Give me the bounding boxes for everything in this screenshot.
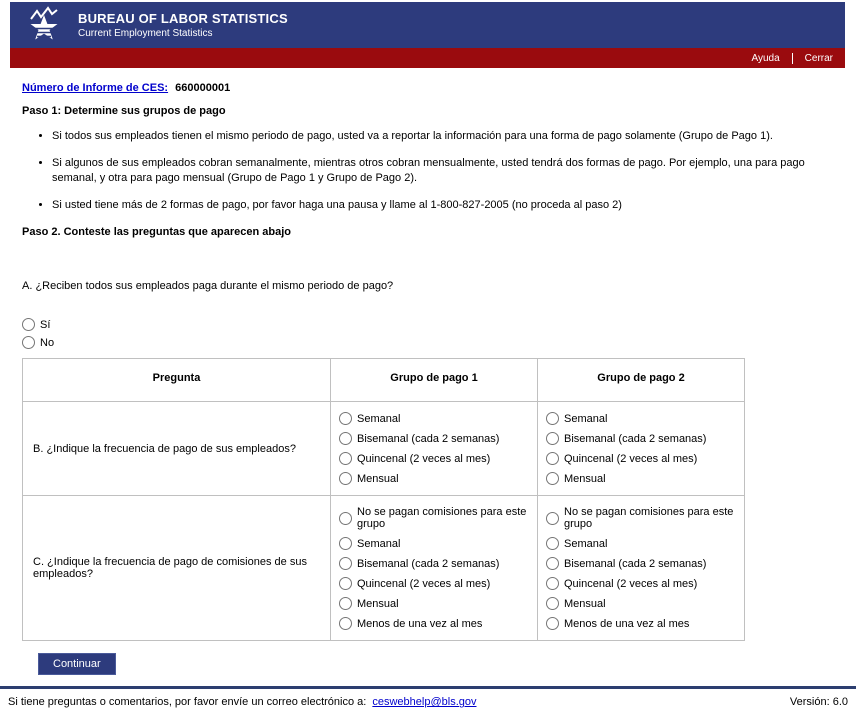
radio-option[interactable] <box>339 537 531 550</box>
report-number-link[interactable]: Número de Informe de CES: <box>22 82 169 94</box>
radio-label[interactable]: Semanal <box>357 412 401 425</box>
app-subtitle: Current Employment Statistics <box>78 28 213 39</box>
radio-option[interactable] <box>546 577 738 590</box>
g2-b-semanal-radio[interactable] <box>546 412 559 425</box>
radio-label[interactable]: Bisemanal (cada 2 semanas) <box>357 557 500 570</box>
radio-label[interactable]: Quincenal (2 veces al mes) <box>564 577 698 590</box>
table-row-question-c <box>23 496 745 641</box>
g1-b-mensual-radio[interactable] <box>339 472 352 485</box>
radio-option[interactable] <box>546 537 738 550</box>
g2-b-mensual-radio[interactable] <box>546 472 559 485</box>
g2-c-semanal-radio[interactable] <box>546 537 559 550</box>
column-header-grupo1: Grupo de pago 1 <box>331 359 538 402</box>
g1-c-mensual-radio[interactable] <box>339 597 352 610</box>
radio-option[interactable] <box>339 617 531 630</box>
g2-c-bisemanal-radio[interactable] <box>546 557 559 570</box>
report-line <box>22 82 833 94</box>
question-b-group1-options <box>331 402 538 496</box>
g2-b-bisemanal-radio[interactable] <box>546 432 559 445</box>
masthead-text <box>78 11 288 39</box>
radio-option[interactable] <box>339 432 531 445</box>
footer-email-link[interactable]: ceswebhelp@bls.gov <box>372 696 477 708</box>
app-title: BUREAU OF LABOR STATISTICS <box>78 11 288 26</box>
radio-option[interactable] <box>339 557 531 570</box>
g2-c-menos-radio[interactable] <box>546 617 559 630</box>
radio-label[interactable]: Bisemanal (cada 2 semanas) <box>357 432 500 445</box>
paso1-bullet-list <box>52 129 833 212</box>
radio-option[interactable] <box>546 597 738 610</box>
g1-c-no-comisiones-radio[interactable] <box>339 512 352 525</box>
radio-option[interactable] <box>546 472 738 485</box>
paso1-bullet: • Si usted tiene más de 2 formas de pago, por favor haga una pausa y llame al 1-800-827-2005 (no proceda al paso 2) <box>52 198 833 213</box>
g1-c-bisemanal-radio[interactable] <box>339 557 352 570</box>
g1-c-semanal-radio[interactable] <box>339 537 352 550</box>
g1-c-quincenal-radio[interactable] <box>339 577 352 590</box>
g2-c-mensual-radio[interactable] <box>546 597 559 610</box>
column-header-pregunta: Pregunta <box>23 359 331 402</box>
g2-c-quincenal-radio[interactable] <box>546 577 559 590</box>
radio-option[interactable] <box>546 412 738 425</box>
question-a-options <box>22 318 833 349</box>
radio-label[interactable]: Semanal <box>564 537 608 550</box>
bls-logo-icon <box>24 5 64 45</box>
radio-label[interactable]: Menos de una vez al mes <box>564 617 690 630</box>
question-a-option-si[interactable] <box>22 318 833 331</box>
question-a-si-radio[interactable] <box>22 318 35 331</box>
radio-option[interactable] <box>339 472 531 485</box>
radio-option[interactable] <box>546 432 738 445</box>
radio-option[interactable] <box>339 506 531 530</box>
table-header-row <box>23 359 745 402</box>
radio-label[interactable]: Mensual <box>357 597 399 610</box>
question-c-group2-options <box>538 496 745 641</box>
question-b-group2-options <box>538 402 745 496</box>
top-nav-bar <box>10 48 845 68</box>
nav-divider <box>792 53 793 64</box>
radio-label[interactable]: Mensual <box>357 472 399 485</box>
paso2-heading: Paso 2. Conteste las preguntas que aparecen abajo <box>22 226 291 239</box>
radio-label[interactable]: Quincenal (2 veces al mes) <box>357 452 491 465</box>
paso1-bullet: • Si todos sus empleados tienen el mismo periodo de pago, usted va a reportar la información para una forma de pago solamente (Grupo de Pago 1). <box>52 129 833 144</box>
radio-option[interactable] <box>339 412 531 425</box>
question-a-text: A. ¿Reciben todos sus empleados paga durante el mismo periodo de pago? <box>22 280 394 293</box>
radio-option[interactable] <box>546 452 738 465</box>
radio-label[interactable]: Bisemanal (cada 2 semanas) <box>564 557 707 570</box>
column-header-grupo2: Grupo de pago 2 <box>538 359 745 402</box>
g1-b-semanal-radio[interactable] <box>339 412 352 425</box>
close-link[interactable]: Cerrar <box>804 52 833 64</box>
footer <box>0 689 856 708</box>
radio-option[interactable] <box>339 577 531 590</box>
radio-label[interactable]: Quincenal (2 veces al mes) <box>564 452 698 465</box>
question-a-si-label[interactable]: Sí <box>40 318 51 331</box>
masthead <box>10 2 845 48</box>
radio-label[interactable]: Semanal <box>357 537 401 550</box>
g1-c-menos-radio[interactable] <box>339 617 352 630</box>
question-a-no-label[interactable]: No <box>40 336 55 349</box>
radio-option[interactable] <box>339 452 531 465</box>
g1-b-bisemanal-radio[interactable] <box>339 432 352 445</box>
help-link[interactable]: Ayuda <box>751 52 780 64</box>
table-row-question-b <box>23 402 745 496</box>
radio-label[interactable]: Mensual <box>564 472 606 485</box>
question-c-text: C. ¿Indique la frecuencia de pago de comisiones de sus empleados? <box>23 496 331 641</box>
question-a-option-no[interactable] <box>22 336 833 349</box>
question-a-no-radio[interactable] <box>22 336 35 349</box>
question-c-group1-options <box>331 496 538 641</box>
radio-label[interactable]: Quincenal (2 veces al mes) <box>357 577 491 590</box>
radio-option[interactable] <box>546 557 738 570</box>
paso1-heading: Paso 1: Determine sus grupos de pago <box>22 105 226 117</box>
question-b-text: B. ¿Indique la frecuencia de pago de sus empleados? <box>23 402 331 496</box>
radio-option[interactable] <box>546 506 738 530</box>
g2-b-quincenal-radio[interactable] <box>546 452 559 465</box>
radio-label[interactable]: No se pagan comisiones para este grupo <box>564 506 734 531</box>
radio-option[interactable] <box>339 597 531 610</box>
radio-label[interactable]: No se pagan comisiones para este grupo <box>357 506 527 531</box>
paso1-bullet: • Si algunos de sus empleados cobran semanalmente, mientras otros cobran mensualmente, usted tendrá dos formas de pago. Por ejemplo, una para pago semanal, y otra para pago mensual (Grupo de Pago 1 y Grupo de Pago 2). <box>52 156 833 186</box>
g1-b-quincenal-radio[interactable] <box>339 452 352 465</box>
continue-button[interactable]: Continuar <box>38 653 116 675</box>
report-number-value: 660000001 <box>175 82 231 94</box>
pay-groups-table <box>22 358 745 641</box>
radio-label[interactable]: Mensual <box>564 597 606 610</box>
radio-label[interactable]: Semanal <box>564 412 608 425</box>
g2-c-no-comisiones-radio[interactable] <box>546 512 559 525</box>
radio-label[interactable]: Bisemanal (cada 2 semanas) <box>564 432 707 445</box>
radio-option[interactable] <box>546 617 738 630</box>
radio-label[interactable]: Menos de una vez al mes <box>357 617 483 630</box>
footer-version: Versión: 6.0 <box>789 696 848 708</box>
footer-contact-text: Si tiene preguntas o comentarios, por favor envíe un correo electrónico a: <box>8 696 367 708</box>
footer-contact <box>8 696 477 708</box>
main-content <box>8 82 848 708</box>
